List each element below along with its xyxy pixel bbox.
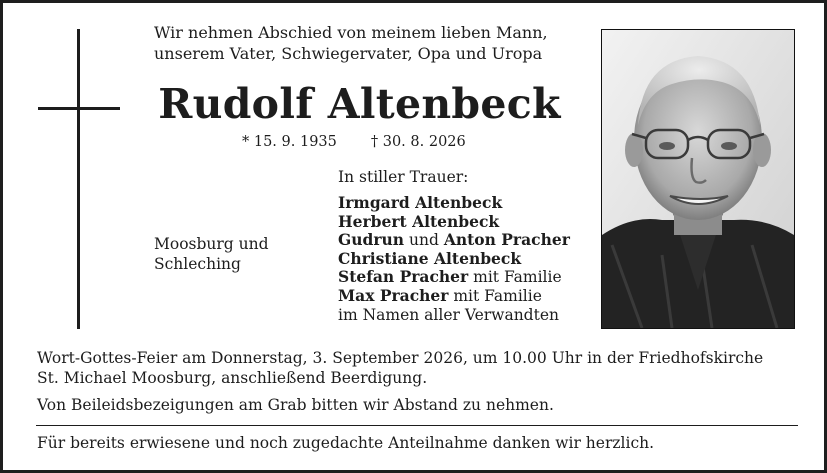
place-line: Moosburg und bbox=[154, 235, 269, 253]
life-dates bbox=[242, 133, 466, 151]
intro-line: Wir nehmen Abschied von meinem lieben Mann, bbox=[154, 23, 548, 42]
service-text bbox=[37, 349, 763, 388]
service-line: Wort-Gottes-Feier am Donnerstag, 3. September 2026, um 10.00 Uhr in der Friedhofskirche bbox=[37, 349, 764, 367]
service-line: St. Michael Moosburg, anschließend Beerdigung. bbox=[37, 368, 428, 387]
mourner-line: Stefan Pracher mit Familie bbox=[338, 267, 562, 287]
mourning-label: In stiller Trauer: bbox=[338, 168, 469, 186]
deceased-name: Rudolf Altenbeck bbox=[158, 80, 561, 128]
mourners-list bbox=[338, 194, 570, 324]
mourner-line: Herbert Altenbeck bbox=[338, 211, 500, 231]
condolence-request: Von Beileidsbezeigungen am Grab bitten wir Abstand zu nehmen. bbox=[37, 396, 554, 414]
place-line: Schleching bbox=[154, 255, 241, 273]
death-date: † 30. 8. 2026 bbox=[370, 134, 466, 150]
cross-icon-vertical-bar bbox=[77, 29, 80, 329]
mourner-line: Gudrun und Anton Pracher bbox=[338, 230, 570, 250]
place-text bbox=[154, 234, 269, 274]
intro-text bbox=[154, 22, 548, 64]
mourner-line: Max Pracher mit Familie bbox=[338, 285, 542, 305]
portrait-photo bbox=[601, 29, 795, 329]
mourner-line: Irmgard Altenbeck bbox=[338, 193, 503, 212]
mourner-line: Christiane Altenbeck bbox=[338, 248, 522, 268]
thanks-text: Für bereits erwiesene und noch zugedachte Anteilnahme danken wir herzlich. bbox=[37, 434, 655, 452]
mourner-line: im Namen aller Verwandten bbox=[338, 305, 559, 324]
birth-date: * 15. 9. 1935 bbox=[242, 134, 337, 150]
divider bbox=[36, 425, 798, 426]
cross-icon-horizontal-bar bbox=[38, 107, 120, 110]
intro-line: unserem Vater, Schwiegervater, Opa und Uropa bbox=[154, 44, 543, 63]
